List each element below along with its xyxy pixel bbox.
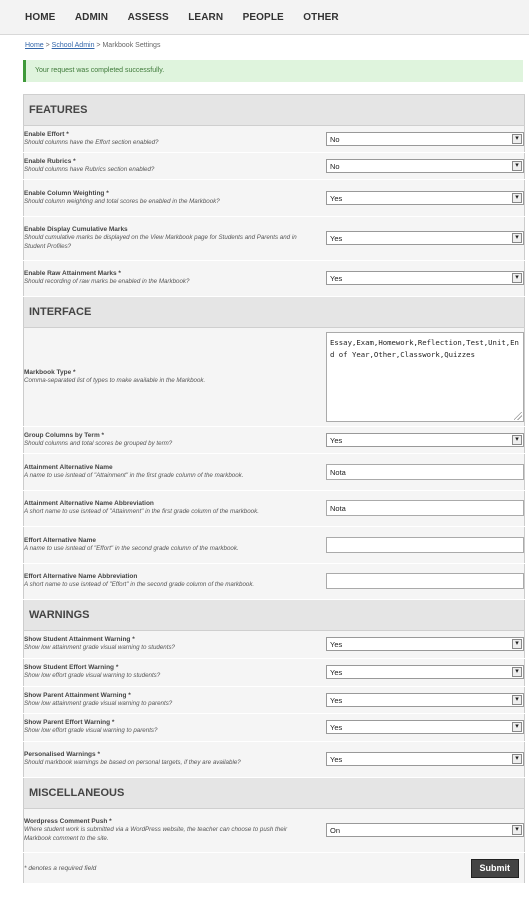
nav-home[interactable]: HOME bbox=[25, 12, 56, 23]
student-effort-warning-select[interactable] bbox=[326, 665, 524, 679]
required-field-note: * denotes a required field bbox=[24, 853, 315, 884]
nav-assess[interactable]: ASSESS bbox=[127, 12, 169, 23]
cumulative-marks-select[interactable] bbox=[326, 231, 524, 245]
student-attainment-warning-label: Show Student Attainment Warning * bbox=[24, 636, 135, 644]
chevron-down-icon: ▾ bbox=[512, 695, 522, 705]
raw-attainment-label: Enable Raw Attainment Marks * bbox=[24, 270, 121, 278]
markbook-type-textarea[interactable] bbox=[326, 332, 524, 422]
section-miscellaneous: MISCELLANEOUS bbox=[24, 778, 525, 809]
column-weighting-desc: Should column weighting and total scores be enabled in the Markbook? bbox=[24, 197, 220, 205]
group-by-term-value: Yes bbox=[330, 435, 343, 445]
parent-attainment-warning-value: Yes bbox=[330, 695, 343, 705]
section-interface: INTERFACE bbox=[24, 297, 525, 328]
student-attainment-warning-select[interactable] bbox=[326, 637, 524, 651]
attainment-alt-abbr-label: Attainment Alternative Name Abbreviation bbox=[24, 500, 154, 508]
enable-rubrics-value: No bbox=[330, 161, 340, 171]
markbook-settings-form bbox=[23, 94, 525, 884]
enable-effort-value: No bbox=[330, 134, 340, 144]
success-message: Your request was completed successfully. bbox=[23, 60, 523, 82]
enable-rubrics-select[interactable] bbox=[326, 159, 524, 173]
resize-grip-icon[interactable] bbox=[514, 412, 522, 420]
top-navigation bbox=[0, 0, 529, 35]
student-effort-warning-desc: Show low effort grade visual warning to students? bbox=[24, 672, 161, 680]
cumulative-marks-label: Enable Display Cumulative Marks bbox=[24, 226, 128, 234]
markbook-type-desc: Comma-separated list of types to make available in the Markbook. bbox=[24, 376, 206, 384]
submit-button[interactable]: Submit bbox=[471, 859, 520, 878]
chevron-down-icon: ▾ bbox=[512, 722, 522, 732]
parent-effort-warning-select[interactable] bbox=[326, 720, 524, 734]
raw-attainment-value: Yes bbox=[330, 274, 343, 284]
parent-effort-warning-label: Show Parent Effort Warning * bbox=[24, 719, 115, 727]
parent-attainment-warning-desc: Show low attainment grade visual warning to parents? bbox=[24, 699, 173, 707]
group-by-term-label: Group Columns by Term * bbox=[24, 431, 105, 439]
chevron-down-icon: ▾ bbox=[512, 639, 522, 649]
group-by-term-desc: Should columns and total scores be grouped by term? bbox=[24, 439, 173, 447]
chevron-down-icon: ▾ bbox=[512, 667, 522, 677]
chevron-down-icon: ▾ bbox=[512, 435, 522, 445]
enable-rubrics-label: Enable Rubrics * bbox=[24, 157, 76, 165]
breadcrumb-separator: > bbox=[94, 42, 103, 49]
chevron-down-icon: ▾ bbox=[512, 134, 522, 144]
nav-admin[interactable]: ADMIN bbox=[74, 12, 109, 23]
attainment-alt-name-desc: A name to use isntead of "Attainment" in the first grade column of the markbook. bbox=[24, 471, 244, 479]
breadcrumb bbox=[25, 42, 160, 49]
attainment-alt-abbr-desc: A short name to use isntead of "Attainment" in the first grade column of the markbook. bbox=[24, 508, 259, 516]
parent-attainment-warning-select[interactable] bbox=[326, 693, 524, 707]
personalised-warnings-select[interactable] bbox=[326, 752, 524, 766]
enable-effort-select[interactable] bbox=[326, 132, 524, 146]
nav-other[interactable]: OTHER bbox=[303, 12, 339, 23]
student-attainment-warning-value: Yes bbox=[330, 640, 343, 650]
wordpress-push-desc: Where student work is submitted via a WordPress website, the teacher can choose to push their Markbook comment to the site. bbox=[24, 826, 288, 842]
wordpress-push-select[interactable] bbox=[326, 823, 524, 837]
effort-alt-name-label: Effort Alternative Name bbox=[24, 536, 96, 544]
student-effort-warning-label: Show Student Effort Warning * bbox=[24, 664, 119, 672]
raw-attainment-desc: Should recording of raw marks be enabled in the Markbook? bbox=[24, 278, 190, 286]
section-warnings: WARNINGS bbox=[24, 600, 525, 631]
personalised-warnings-label: Personalised Warnings * bbox=[24, 751, 100, 759]
group-by-term-select[interactable] bbox=[326, 433, 524, 447]
column-weighting-value: Yes bbox=[330, 193, 343, 203]
chevron-down-icon: ▾ bbox=[512, 193, 522, 203]
enable-effort-desc: Should columns have the Effort section enabled? bbox=[24, 138, 159, 146]
enable-rubrics-desc: Should columns have Rubrics section enabled? bbox=[24, 165, 155, 173]
personalised-warnings-desc: Should markbook warnings be based on personal targets, if they are available? bbox=[24, 759, 241, 767]
breadcrumb-separator: > bbox=[43, 42, 52, 49]
student-effort-warning-value: Yes bbox=[330, 668, 343, 678]
chevron-down-icon: ▾ bbox=[512, 825, 522, 835]
nav-learn[interactable]: LEARN bbox=[188, 12, 224, 23]
chevron-down-icon: ▾ bbox=[512, 161, 522, 171]
effort-alt-abbr-desc: A short name to use isntead of "Effort" in the second grade column of the markbook. bbox=[24, 581, 255, 589]
effort-alt-name-desc: A name to use isntead of "Effort" in the second grade column of the markbook. bbox=[24, 544, 239, 552]
parent-attainment-warning-label: Show Parent Attainment Warning * bbox=[24, 691, 131, 699]
wordpress-push-value: On bbox=[330, 826, 341, 836]
chevron-down-icon: ▾ bbox=[512, 273, 522, 283]
parent-effort-warning-value: Yes bbox=[330, 723, 343, 733]
chevron-down-icon: ▾ bbox=[512, 754, 522, 764]
breadcrumb-current: Markbook Settings bbox=[102, 42, 161, 49]
column-weighting-select[interactable] bbox=[326, 191, 524, 205]
nav-people[interactable]: PEOPLE bbox=[242, 12, 284, 23]
student-attainment-warning-desc: Show low attainment grade visual warning to students? bbox=[24, 644, 175, 652]
cumulative-marks-value: Yes bbox=[330, 234, 343, 244]
attainment-alt-name-label: Attainment Alternative Name bbox=[24, 463, 113, 471]
column-weighting-label: Enable Column Weighting * bbox=[24, 189, 109, 197]
cumulative-marks-desc: Should cumulative marks be displayed on the View Markbook page for Students and Parents and in Student Profiles? bbox=[24, 234, 297, 250]
chevron-down-icon: ▾ bbox=[512, 233, 522, 243]
markbook-type-value: Essay,Exam,Homework,Reflection,Test,Unit,End of Year,Other,Classwork,Quizzes bbox=[330, 338, 519, 359]
content-area bbox=[0, 35, 529, 897]
markbook-type-label: Markbook Type * bbox=[24, 368, 76, 376]
raw-attainment-select[interactable] bbox=[326, 271, 524, 285]
personalised-warnings-value: Yes bbox=[330, 755, 343, 765]
section-features: FEATURES bbox=[24, 95, 525, 126]
breadcrumb-home[interactable]: Home bbox=[25, 42, 44, 49]
attainment-alt-abbr-input[interactable]: Nota bbox=[326, 500, 524, 516]
effort-alt-name-input[interactable] bbox=[326, 537, 524, 553]
wordpress-push-label: Wordpress Comment Push * bbox=[24, 818, 112, 826]
parent-effort-warning-desc: Show low effort grade visual warning to parents? bbox=[24, 727, 158, 735]
effort-alt-abbr-label: Effort Alternative Name Abbreviation bbox=[24, 573, 138, 581]
enable-effort-label: Enable Effort * bbox=[24, 130, 69, 138]
effort-alt-abbr-input[interactable] bbox=[326, 573, 524, 589]
breadcrumb-school-admin[interactable]: School Admin bbox=[51, 42, 95, 49]
attainment-alt-name-input[interactable]: Nota bbox=[326, 464, 524, 480]
